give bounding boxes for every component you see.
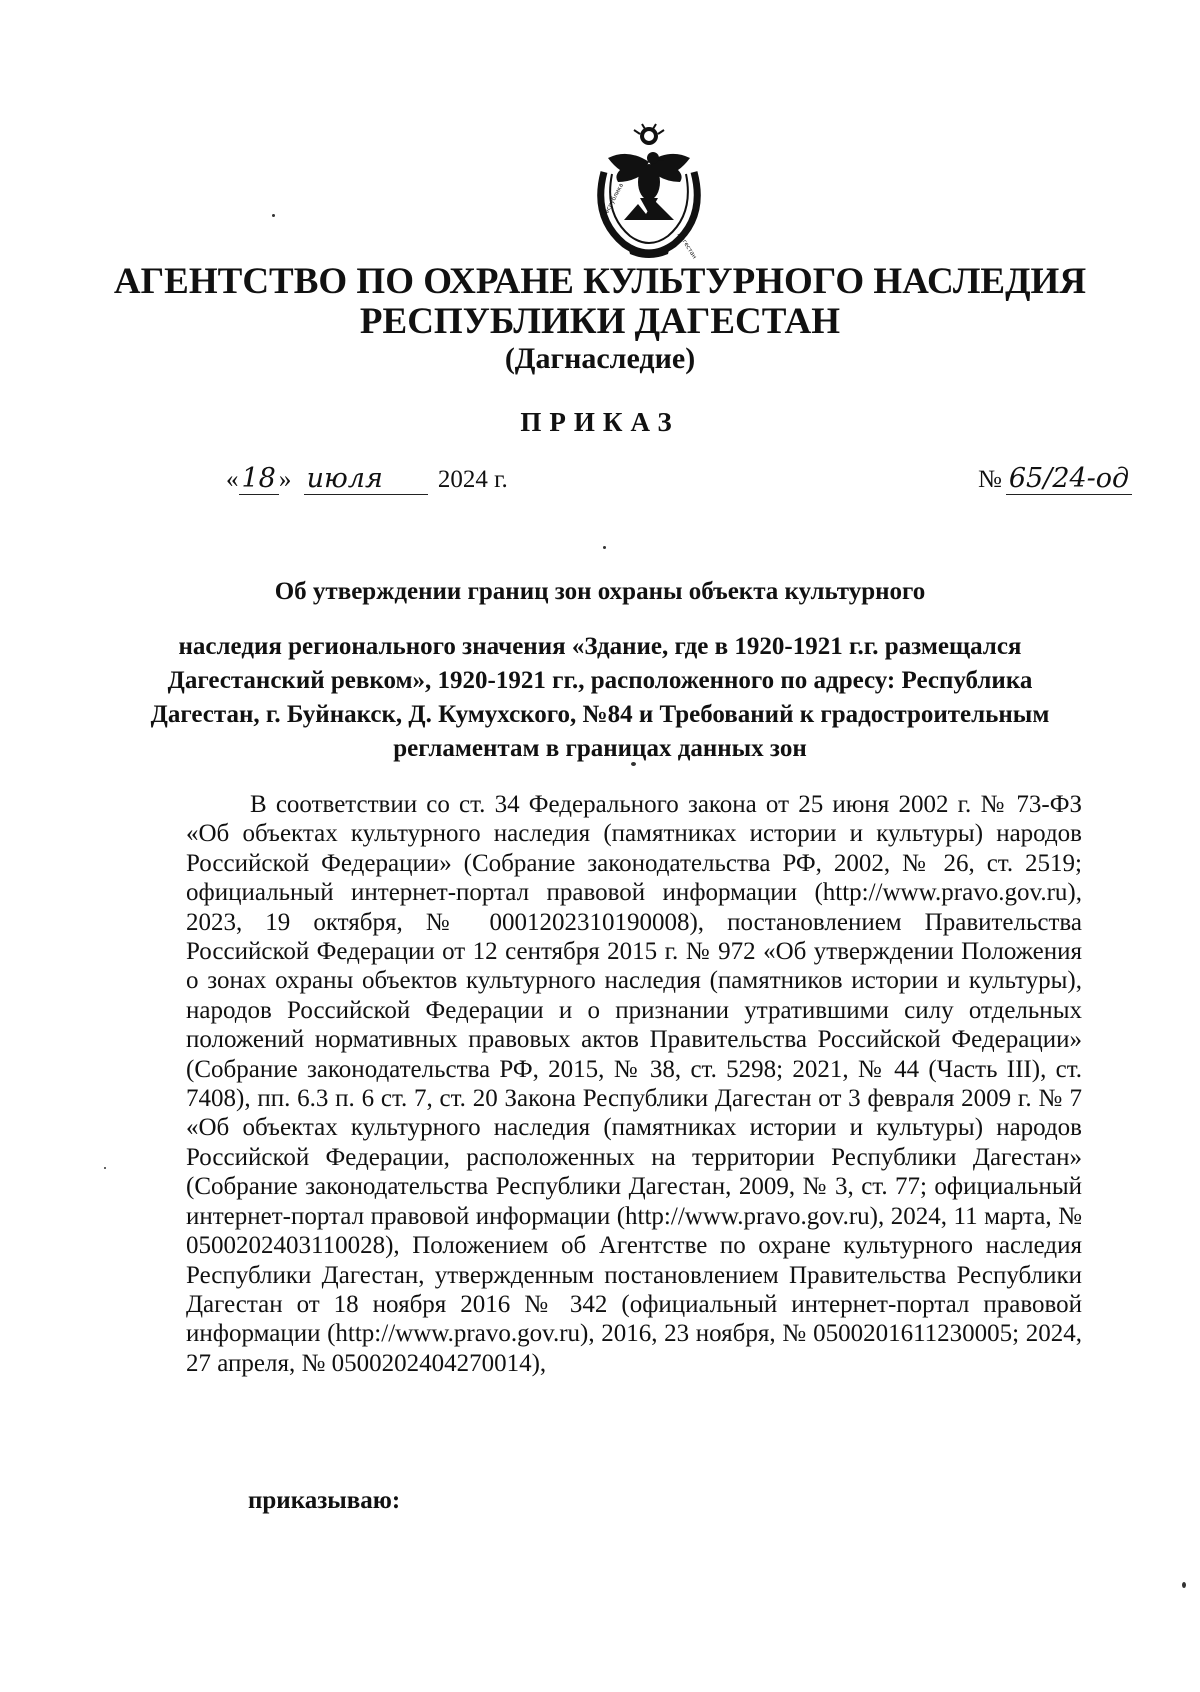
order-title-continuation: наследия регионального значения «Здание, где в 1920-1921 г.г. размещался Дагестанский ревком», 1920-1921 гг., расположенного по адресу: Республика Дагестан, г. Буйнакск, Д. Кумухского, №84 и Требований к градостроительным регламентам в границах данных зон bbox=[150, 633, 1050, 762]
organization-short-name: (Дагнаследие) bbox=[504, 342, 696, 375]
emblem-inscription-left: Республика bbox=[601, 182, 626, 218]
organization-name-line-2: РЕСПУБЛИКИ ДАГЕСТАН bbox=[359, 301, 841, 342]
scan-speck bbox=[104, 1167, 106, 1169]
organization-name-line-1: АГЕНТСТВО ПО ОХРАНЕ КУЛЬТУРНОГО НАСЛЕДИЯ bbox=[113, 261, 1087, 302]
preamble-paragraph bbox=[186, 790, 1082, 1378]
number-label: № bbox=[978, 466, 1002, 493]
preamble-text: В соответствии со ст. 34 Федерального закона от 25 июня 2002 г. № 73-ФЗ «Об объектах культурного наследия (памятниках истории и культуры) народов Российской Федерации» (Собрание законодательства РФ, 2002, № 26, ст. 2519; официальный интернет-портал правовой информации (http://www.pravo.gov.ru), 2023, 19 октября, № 0001202310190008), постановлением Правительства Российской Федерации от 12 сентября 2015 г. № 972 «Об утверждении Положения о зонах охраны объектов культурного наследия (памятников истории и культуры), народов Российской Федерации и о признании утратившими силу отдельных положений нормативных правовых актов Правительства Российской Федерации» (Собрание законодательства РФ, 2015, № 38, ст. 5298; 2021, № 44 (Часть III), ст. 7408), пп. 6.3 п. 6 ст. 7, ст. 20 Закона Республики Дагестан от 3 февраля 2009 г. № 7 «Об объектах культурного наследия (памятниках истории и культуры) народов Российской Федерации, расположенных на территории Республики Дагестан» (Собрание законодательства Республики Дагестан, 2009, № 3, ст. 77; официальный интернет-портал правовой информации (http://www.pravo.gov.ru), 2024, 11 марта, № 0500202403110028), Положением об Агентстве по охране культурного наследия Республики Дагестан, утвержденным постановлением Правительства Республики Дагестан от 18 ноября 2016 № 342 (официальный интернет-портал правовой информации (http://www.pravo.gov.ru), 2016, 23 ноября, № 0500201611230005; 2024, 27 апреля, № 0500202404270014), bbox=[186, 791, 1082, 1377]
handwritten-day: 18 bbox=[239, 464, 279, 495]
handwritten-month: июля bbox=[304, 464, 428, 495]
scan-speck bbox=[1182, 1582, 1186, 1588]
document-date bbox=[226, 462, 508, 498]
handwritten-number: 65/24-од bbox=[1006, 464, 1132, 495]
scan-speck bbox=[603, 546, 606, 549]
document-number bbox=[978, 462, 1132, 498]
coat-of-arms-emblem bbox=[584, 122, 714, 264]
date-close-quote: » bbox=[278, 466, 292, 493]
order-directive-word: приказываю: bbox=[248, 1487, 401, 1514]
scan-speck bbox=[272, 214, 275, 217]
date-open-quote: « bbox=[226, 466, 239, 493]
order-title-line-1: Об утверждении границ зон охраны объекта культурного bbox=[274, 578, 926, 605]
date-year: 2024 г. bbox=[437, 466, 508, 493]
document-type-heading: ПРИКАЗ bbox=[520, 407, 680, 437]
emblem-inscription-right: Дагестан bbox=[676, 231, 698, 261]
